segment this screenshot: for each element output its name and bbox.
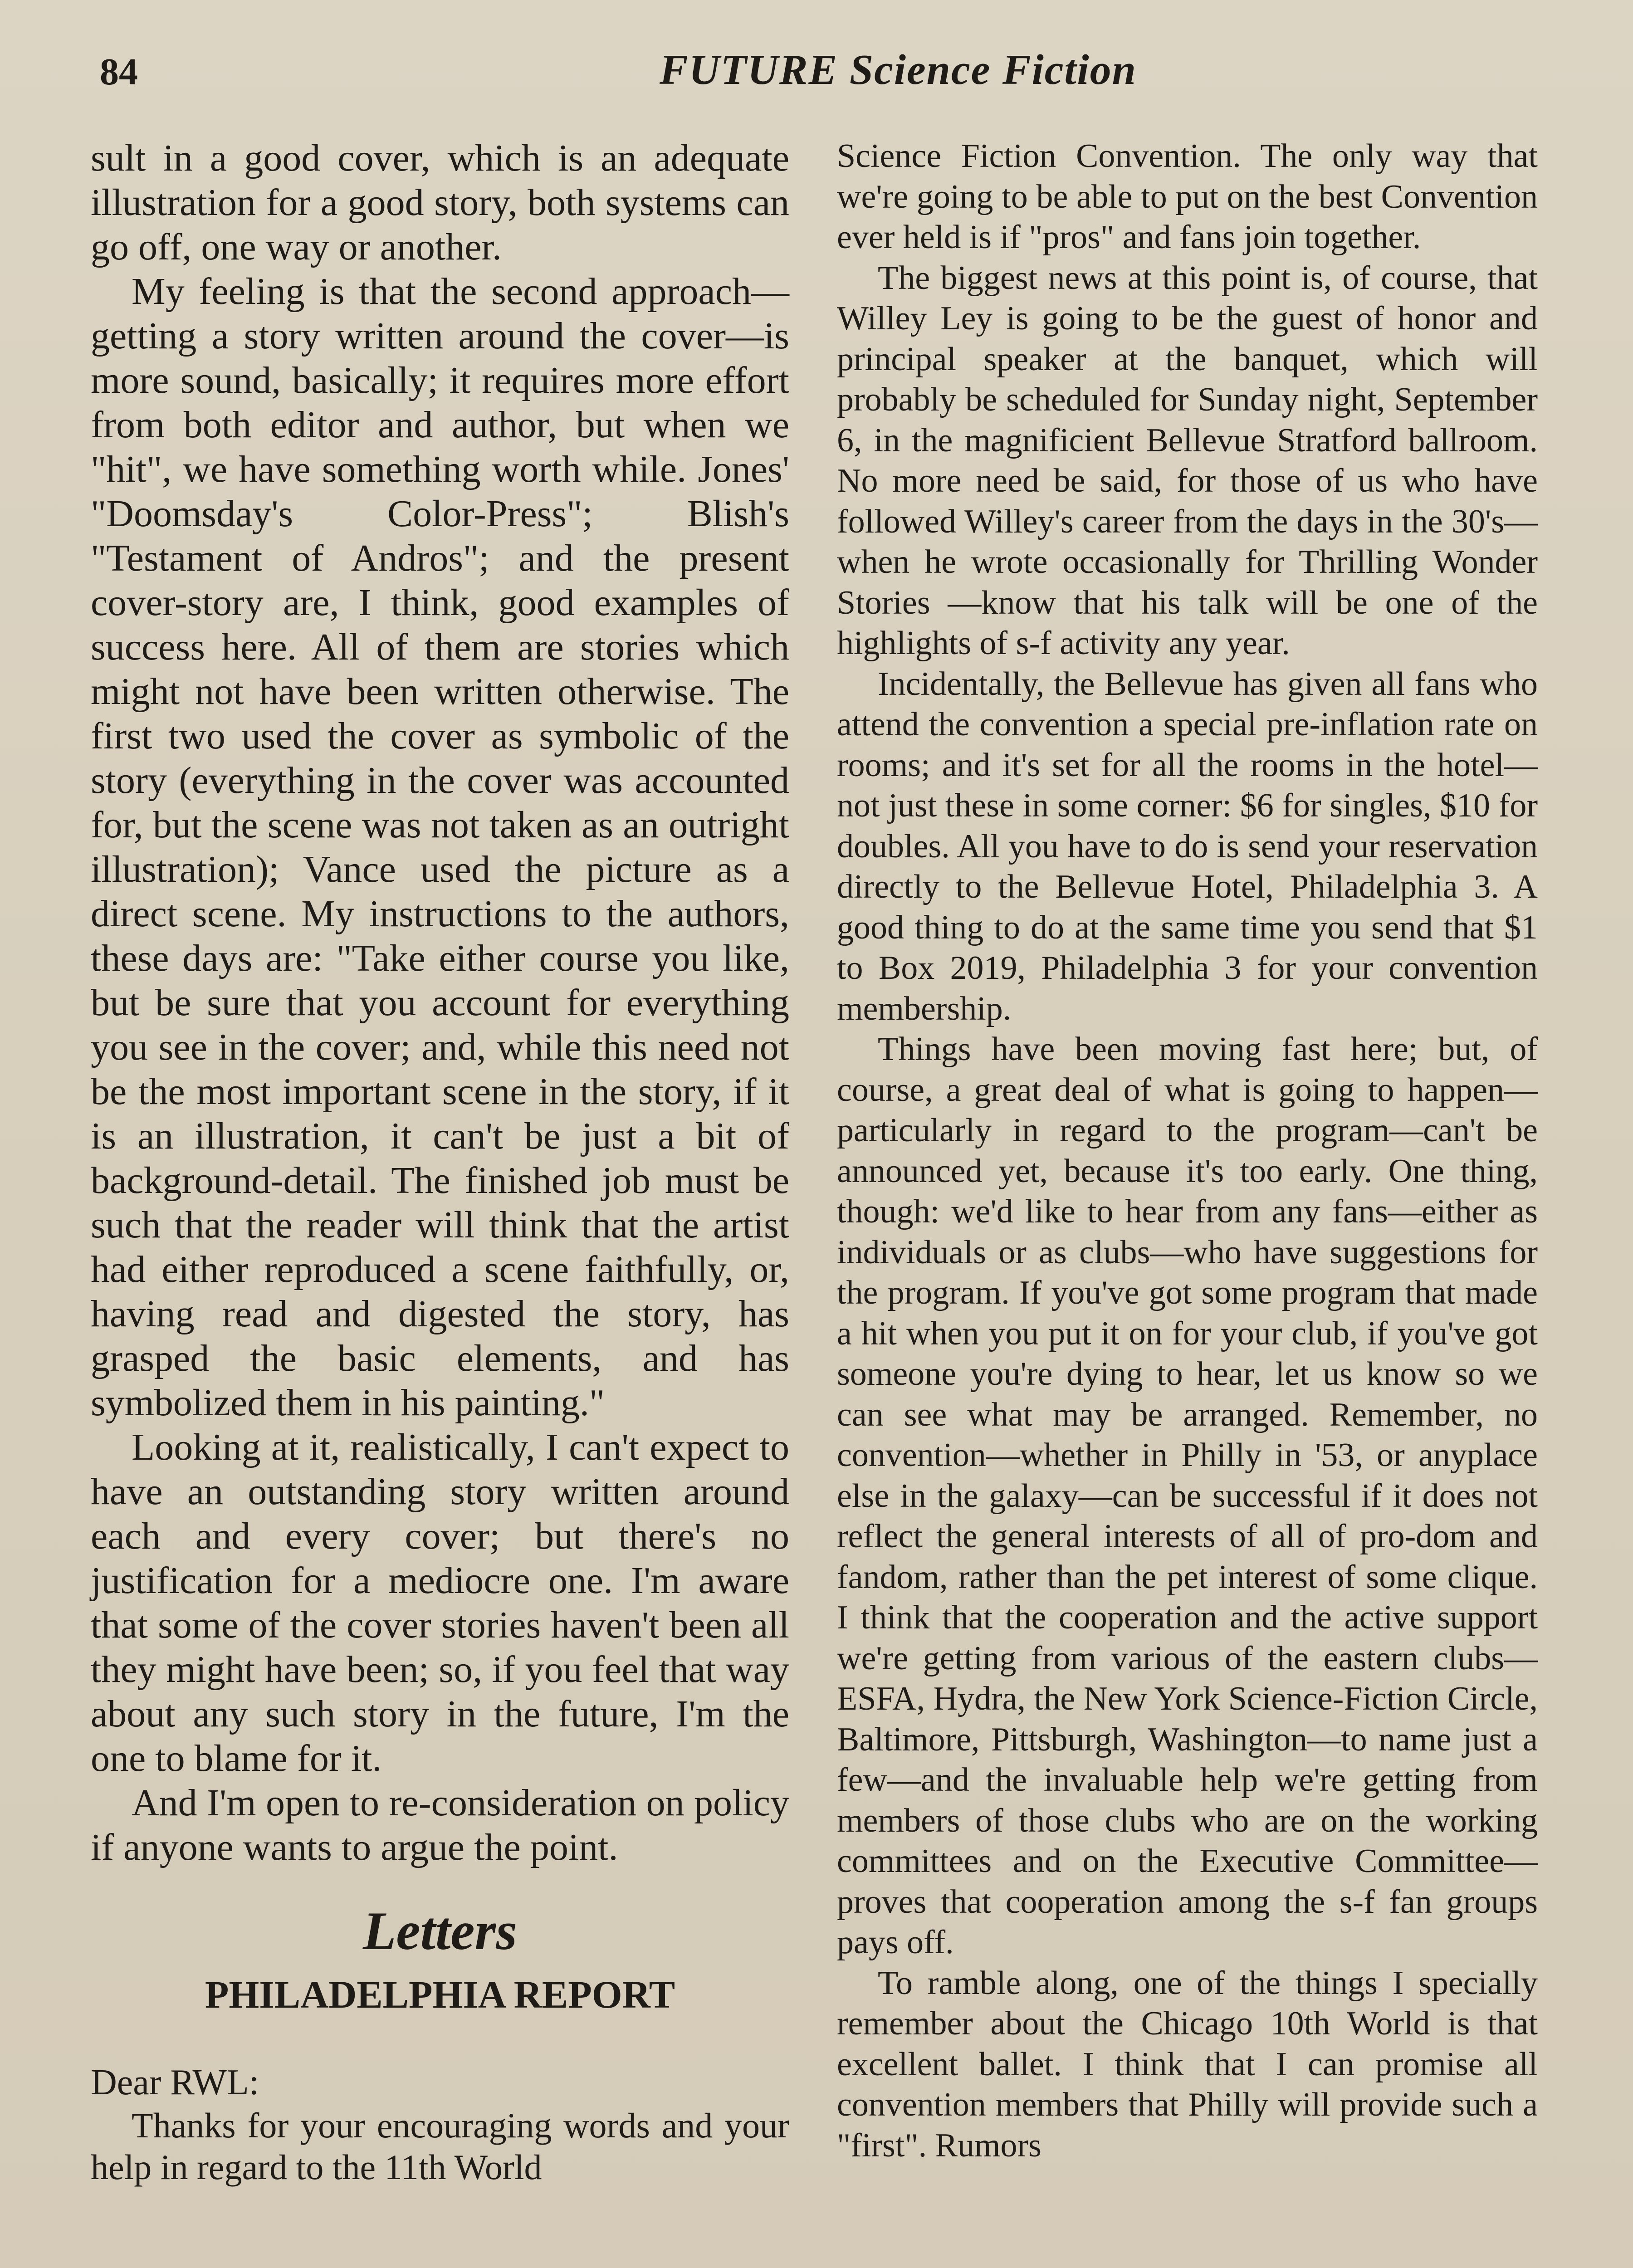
left-paragraph-3: Looking at it, realistically, I can't expect to have an outstanding story written around each and every cover; but there's no justification for a mediocre one. I'm aware that some of the cover stories haven't been all they might have been; so, if you feel that way about any such story in the future, I'm the one to blame for it. xyxy=(91,1426,789,1779)
magazine-title: FUTURE Science Fiction xyxy=(660,46,1137,93)
letter-opening: Thanks for your encouraging words and your help in regard to the 11th World xyxy=(91,2106,789,2187)
right-paragraph-4: Things have been moving fast here; but, of course, a great deal of what is going to happen—particularly in regard to the program—can't be announced yet, because it's too early. One thing, though: we'd like to hear from any fans—either as individuals or as clubs—who have suggestions for the program. If you've got some program that made a hit when you put it on for your club, if you've got someone you're dying to hear, let us know so we can see what may be arranged. Remember, no convention—whether in Philly in '53, or anyplace else in the galaxy—can be successful if it does not reflect the general interests of all of pro-dom and fandom, rather than the pet interest of some clique. I think that the cooperation and the active support we're getting from various of the eastern clubs—ESFA, Hydra, the New York Science-Fiction Circle, Baltimore, Pittsburgh, Washington—to name just a few—and the invaluable help we're getting from members of those clubs who are on the working committees and on the Executive Committee—proves that cooperation among the s-f fan groups pays off. xyxy=(837,1031,1538,1961)
left-paragraph-4: And I'm open to re-consideration on policy if anyone wants to argue the point. xyxy=(91,1782,789,1868)
right-paragraph-5: To ramble along, one of the things I specially remember about the Chicago 10th World is that excellent ballet. I think that I can promise all convention members that Philly will provide such a "first". Rumors xyxy=(837,1964,1538,2164)
section-heading: PHILADELPHIA REPORT xyxy=(205,1973,675,2016)
right-column xyxy=(837,136,1538,2166)
left-paragraph-1: sult in a good cover, which is an adequate illustration for a good story, both systems can go off, one way or another. xyxy=(91,137,789,268)
left-column xyxy=(91,136,789,2188)
letter-salutation: Dear RWL: xyxy=(91,2063,259,2102)
right-paragraph-1: Science Fiction Convention. The only way that we're going to be able to put on the best Convention ever held is if "pros" and fans join together. xyxy=(837,137,1538,256)
page-number: 84 xyxy=(100,51,138,93)
right-paragraph-2: The biggest news at this point is, of course, that Willey Ley is going to be the guest of honor and principal speaker at the banquet, which will probably be scheduled for Sunday night, September 6, in the magnificient Bellevue Stratford ballroom. No more need be said, for those of us who have followed Willey's career from the days in the 30's—when he wrote occasionally for Thrilling Wonder Stories —know that his talk will be one of the highlights of s-f activity any year. xyxy=(837,259,1538,662)
right-paragraph-3: Incidentally, the Bellevue has given all fans who attend the convention a special pre-inflation rate on rooms; and it's set for all the rooms in the hotel—not just these in some corner: $6 for singles, $10 for doubles. All you have to do is send your reservation directly to the Bellevue Hotel, Philadelphia 3. A good thing to do at the same time you send that $1 to Box 2019, Philadelphia 3 for your convention membership. xyxy=(837,665,1538,1027)
letters-heading: Letters xyxy=(363,1901,517,1961)
page-header xyxy=(91,45,1569,113)
left-paragraph-2: My feeling is that the second approach—getting a story written around the cover—is more sound, basically; it requires more effort from both editor and author, but when we "hit", we have something worth while. Jones' "Doomsday's Color-Press"; Blish's "Testament of Andros"; and the present cover-story are, I think, good examples of success here. All of them are stories which might not have been written otherwise. The first two used the cover as symbolic of the story (everything in the cover was accounted for, but the scene was not taken as an outright illustration); Vance used the picture as a direct scene. My instructions to the authors, these days are: "Take either course you like, but be sure that you account for everything you see in the cover; and, while this need not be the most important scene in the story, if it is an illustration, it can't be just a bit of background-detail. The finished job must be such that the reader will think that the artist had either reproduced a scene faithfully, or, having read and digested the story, has grasped the basic elements, and has symbolized them in his painting." xyxy=(91,270,789,1424)
